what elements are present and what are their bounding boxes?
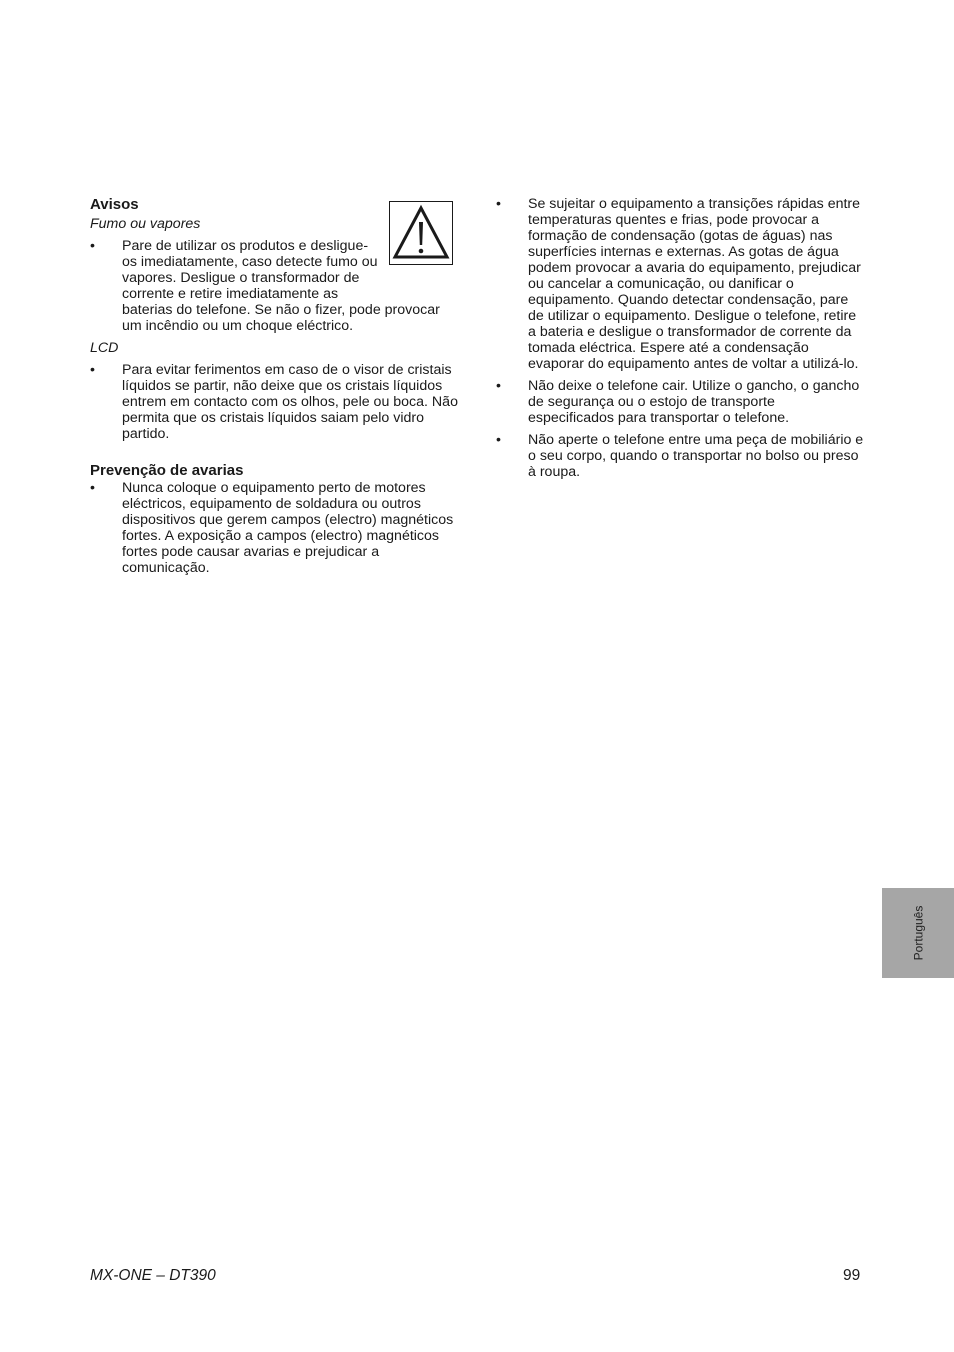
bullet: • — [90, 238, 95, 254]
right-list — [496, 196, 864, 480]
list-item — [496, 432, 864, 480]
list-item-text: Se sujeitar o equipamento a transições rápidas entre temperaturas quentes e frias, pode provocar a formação de condensação (gotas de águas) nas superfícies internas e externas. As gotas de água podem provocar a avaria do equipamento, prejudicar ou cancelar a comunicação, ou danificar o equipamento. Quando detectar condensação, pare de utilizar o equipamento. Desligue o telefone, retire a bateria e desligue o transformador de corrente da tomada eléctrica. Espere até a condensação evaporar do equipamento antes de voltar a utilizá-lo. — [528, 196, 861, 372]
list-item — [496, 196, 864, 372]
lcd-list — [90, 362, 460, 442]
list-item — [90, 480, 460, 576]
list-item — [496, 378, 864, 426]
right-column — [496, 196, 864, 486]
list-item-text: Não aperte o telefone entre uma peça de mobiliário e o seu corpo, quando o transportar no bolso ou preso à roupa. — [528, 432, 864, 480]
list-item — [90, 238, 460, 334]
bullet: • — [90, 362, 95, 378]
list-item — [90, 362, 460, 442]
left-column — [90, 196, 460, 582]
fumo-list — [90, 238, 460, 334]
list-item-text: Pare de utilizar os produtos e desligue-os imediatamente, caso detecte fumo ou vapores. Desligue o transformador de corrente e retire imediatamente as baterias do telefone. Se não o fizer, pode provocar um incêndio ou um choque eléctrico. — [122, 238, 440, 334]
list-item-text: Para evitar ferimentos em caso de o visor de cristais líquidos se partir, não deixe que os cristais líquidos entrem em contacto com os olhos, pele ou boca. Não permita que os cristais líquidos saiam pelo vidro partido. — [122, 362, 458, 442]
prevencao-list — [90, 480, 460, 576]
page-number: 99 — [843, 1267, 861, 1284]
lcd-subheading: LCD — [90, 340, 119, 356]
list-item-text: Não deixe o telefone cair. Utilize o gancho, o gancho de segurança ou o estojo de transporte especificados para transportar o telefone. — [528, 378, 860, 426]
language-tab — [882, 888, 954, 978]
bullet: • — [496, 196, 501, 212]
avisos-heading: Avisos — [90, 196, 139, 213]
language-label: Português — [910, 905, 925, 961]
footer-title: MX-ONE – DT390 — [90, 1267, 216, 1284]
fumo-subheading: Fumo ou vapores — [90, 216, 201, 232]
bullet: • — [90, 480, 95, 496]
list-item-text: Nunca coloque o equipamento perto de motores eléctricos, equipamento de soldadura ou outros dispositivos que gerem campos (electro) magnéticos fortes. A exposição a campos (electro) magnéticos fortes pode causar avarias e prejudicar a comunicação. — [122, 480, 454, 576]
prevencao-heading: Prevenção de avarias — [90, 462, 244, 479]
bullet: • — [496, 378, 501, 394]
bullet: • — [496, 432, 501, 448]
